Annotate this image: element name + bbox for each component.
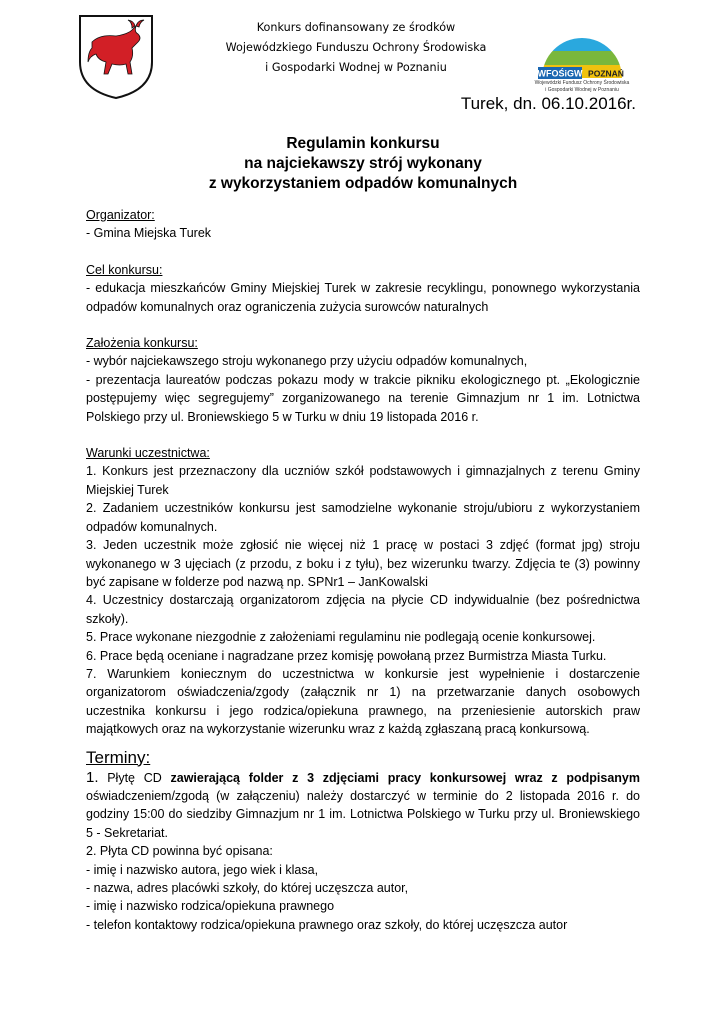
warunki-item: 3. Jeden uczestnik może zgłosić nie więcej niż 1 pracę w postaci 3 zdjęć (format jpg) stroju wykonanego w 3 ujęciach (z przodu, z boku i z tyłu), bez wizerunku twarzy. Zdjęcia te (3) powinny być zapisane w folderze pod nazwą np. SPNr1 – JanKowalski: [86, 538, 640, 589]
document-date: Turek, dn. 06.10.2016r.: [460, 94, 636, 113]
organizator-heading: Organizator:: [86, 208, 155, 222]
terminy-item-1-number: 1.: [86, 768, 99, 786]
terminy-item-1-post: oświadczeniem/zgodą (w załączeniu) należy dostarczyć w terminie do 2 listopada 2016 r. do godziny 15:00 do siedziby Gimnazjum nr 1 im. Lotnictwa Polskiego w Turku przy ul. Broniewskiego 5 - Sekretariat.: [86, 788, 640, 840]
warunki-item: 7. Warunkiem koniecznym do uczestnictwa w konkursie jest wypełnienie i dostarczenie organizatorom oświadczenia/zgody (załącznik nr 1) na przetwarzanie danych osobowych uczestnika konkursu i jego rodzica/opiekuna prawnego, na przeniesienie autorskich praw majątkowych oraz na wykorzystanie wizerunku wraz z każdą zgłaszaną pracą konkursową.: [86, 666, 640, 737]
header-line-2: Wojewódzkiego Funduszu Ochrony Środowiska: [225, 41, 487, 54]
terminy-item-1-bold: zawierającą folder z 3 zdjęciami pracy konkursowej wraz z podpisanym: [170, 770, 640, 785]
section-cel: [86, 261, 640, 316]
title-line-1: Regulamin konkursu: [286, 135, 440, 152]
warunki-item: 6. Prace będą oceniane i nagradzane przez komisję powołaną przez Burmistrza Miasta Turku.: [86, 648, 607, 663]
zalozenia-heading: Założenia konkursu:: [86, 336, 198, 351]
logo-brand: WFOŚiGW: [537, 68, 583, 79]
section-warunki: [86, 444, 640, 739]
cel-heading: Cel konkursu:: [86, 262, 163, 277]
funding-header: [206, 18, 506, 78]
terminy-subitem: - imię i nazwisko autora, jego wiek i klasa,: [86, 862, 319, 877]
cel-item: - edukacja mieszkańców Gminy Miejskiej Turek w zakresie recyklingu, ponownego wykorzystania odpadów komunalnych oraz ograniczenia zużycia surowców naturalnych: [86, 281, 640, 314]
terminy-item-1: [86, 769, 640, 843]
warunki-item: 4. Uczestnicy dostarczają organizatorom zdjęcia na płycie CD indywidualnie (bez pośrednictwa szkoły).: [86, 593, 640, 626]
section-terminy: [86, 747, 640, 935]
zalozenia-item-1: - wybór najciekawszego stroju wykonanego przy użyciu odpadów komunalnych,: [86, 354, 528, 369]
title-line-2: na najciekawszy strój wykonany: [244, 155, 482, 172]
header-line-1: Konkurs dofinansowany ze środków: [256, 21, 456, 34]
turek-coat-of-arms: [76, 12, 156, 100]
section-organizator: [86, 206, 640, 243]
document-title: [86, 134, 640, 194]
logo-caption-2: i Gospodarki Wodnej w Poznaniu: [545, 86, 619, 93]
terminy-item-2: 2. Płyta CD powinna być opisana:: [86, 844, 273, 859]
zalozenia-item-2: - prezentacja laureatów podczas pokazu mody w trakcie pikniku ekologicznego pt. „Ekologicznie postępujemy więc segregujemy” zorganizowanego na terenie Gimnazjum nr 1 im. Lotnictwa Polskiego przy ul. Broniewskiego 5 w Turku w dniu 19 listopada 2016 r.: [86, 372, 640, 424]
warunki-item: 5. Prace wykonane niezgodnie z założeniami regulaminu nie podlegają ocenie konkursowej.: [86, 630, 596, 645]
organizator-item: - Gmina Miejska Turek: [86, 226, 212, 241]
section-zalozenia: [86, 334, 640, 426]
terminy-heading: Terminy:: [86, 747, 151, 767]
title-line-3: z wykorzystaniem odpadów komunalnych: [208, 175, 518, 192]
warunki-item: 2. Zadaniem uczestników konkursu jest samodzielne wykonanie stroju/ubioru z wykorzystaniem odpadów komunalnych.: [86, 501, 640, 534]
terminy-subitem: - nazwa, adres placówki szkoły, do której uczęszcza autor,: [86, 881, 409, 895]
warunki-item: 1. Konkurs jest przeznaczony dla uczniów szkół podstawowych i gimnazjalnych z terenu Gminy Miejskiej Turek: [86, 464, 640, 497]
warunki-heading: Warunki uczestnictwa:: [86, 446, 210, 461]
logo-caption-1: Wojewódzki Fundusz Ochrony Środowiska: [534, 80, 630, 86]
terminy-subitem: - imię i nazwisko rodzica/opiekuna prawnego: [86, 899, 335, 914]
header-line-3: i Gospodarki Wodnej w Poznaniu: [265, 61, 447, 74]
logo-city: POZNAŃ: [588, 68, 624, 79]
document-body: [86, 206, 640, 934]
terminy-subitem: - telefon kontaktowy rodzica/opiekuna prawnego oraz szkoły, do której uczęszcza autor: [86, 917, 568, 932]
terminy-item-1-pre: Płytę CD: [98, 770, 171, 785]
logo-caption: [530, 80, 634, 93]
